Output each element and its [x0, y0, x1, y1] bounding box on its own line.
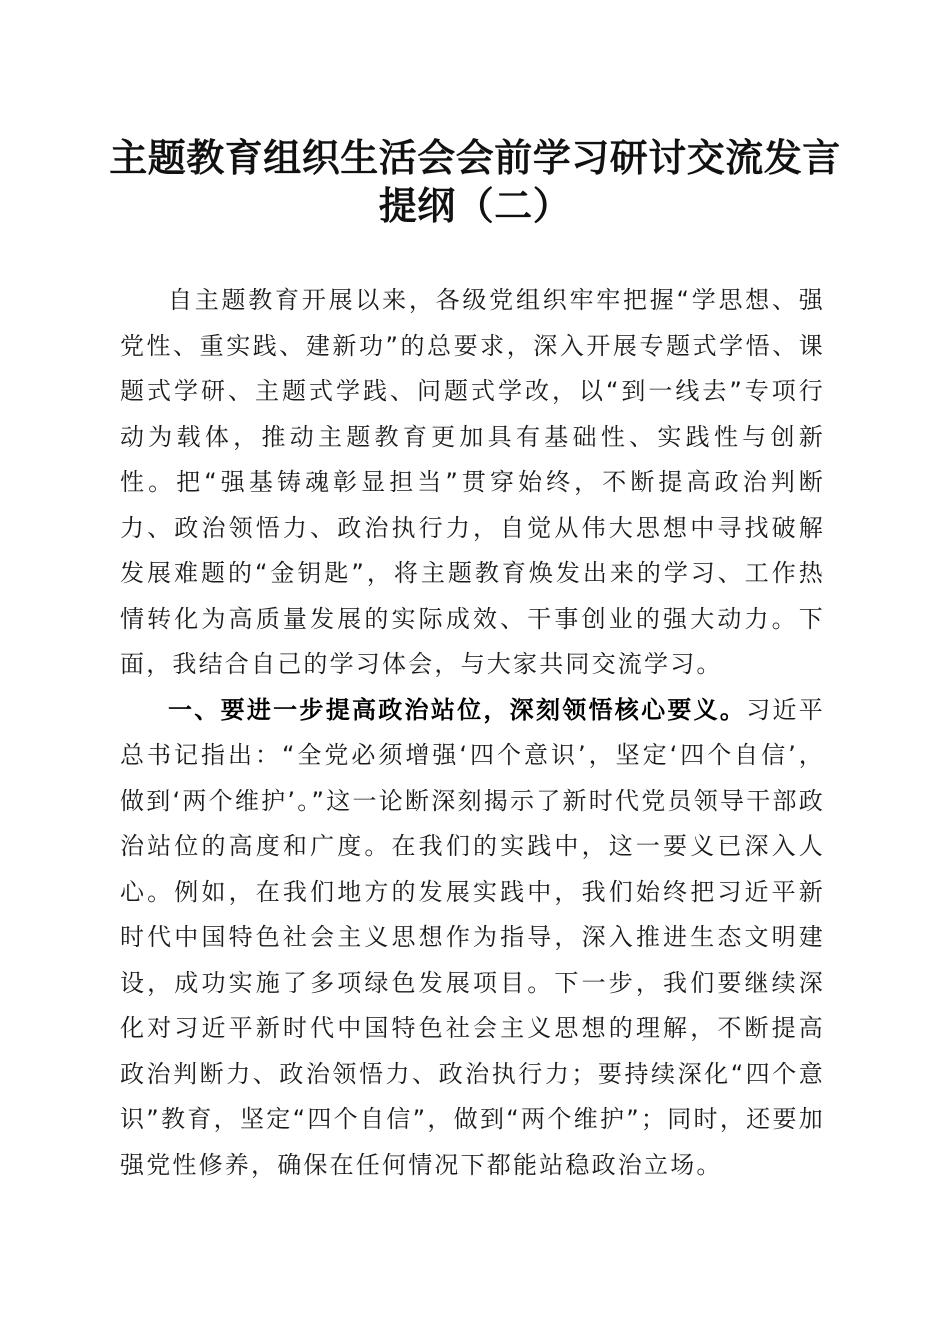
- paragraph-text: 自主题教育开展以来，各级党组织牢牢把握“学思想、强党性、重实践、建新功”的总要求，深入开展专题式学悟、课题式学研、主题式学践、问题式学改，以“到一线去”专项行动为载体，推动主题教育更加具有基础性、实践性与创新性。把“强基铸魂彰显担当”贯穿始终，不断提高政治判断力、政治领悟力、政治执行力，自觉从伟大思想中寻找破解发展难题的“金钥匙”，将主题教育焕发出来的学习、工作热情转化为高质量发展的实际成效、干事创业的强大动力。下面，我结合自己的学习体会，与大家共同交流学习。: [120, 286, 825, 678]
- document-body: [120, 278, 825, 1188]
- section-one-heading: 一、要进一步提高政治站位，深刻领悟核心要义。: [168, 695, 747, 724]
- section-one-paragraph: [120, 688, 825, 1189]
- document-title: 主题教育组织生活会会前学习研讨交流发言提纲（二）: [109, 135, 841, 228]
- intro-paragraph: [120, 278, 825, 688]
- section-one-text: 习近平总书记指出：“全党必须增强‘四个意识’，坚定‘四个自信’，做到‘两个维护’。”这一论断深刻揭示了新时代党员领导干部政治站位的高度和广度。在我们的实践中，这一要义已深入人心。例如，在我们地方的发展实践中，我们始终把习近平新时代中国特色社会主义思想作为指导，深入推进生态文明建设，成功实施了多项绿色发展项目。下一步，我们要继续深化对习近平新时代中国特色社会主义思想的理解，不断提高政治判断力、政治领悟力、政治执行力；要持续深化“四个意识”教育，坚定“四个自信”，做到“两个维护”；同时，还要加强党性修养，确保在任何情况下都能站稳政治立场。: [120, 695, 825, 1179]
